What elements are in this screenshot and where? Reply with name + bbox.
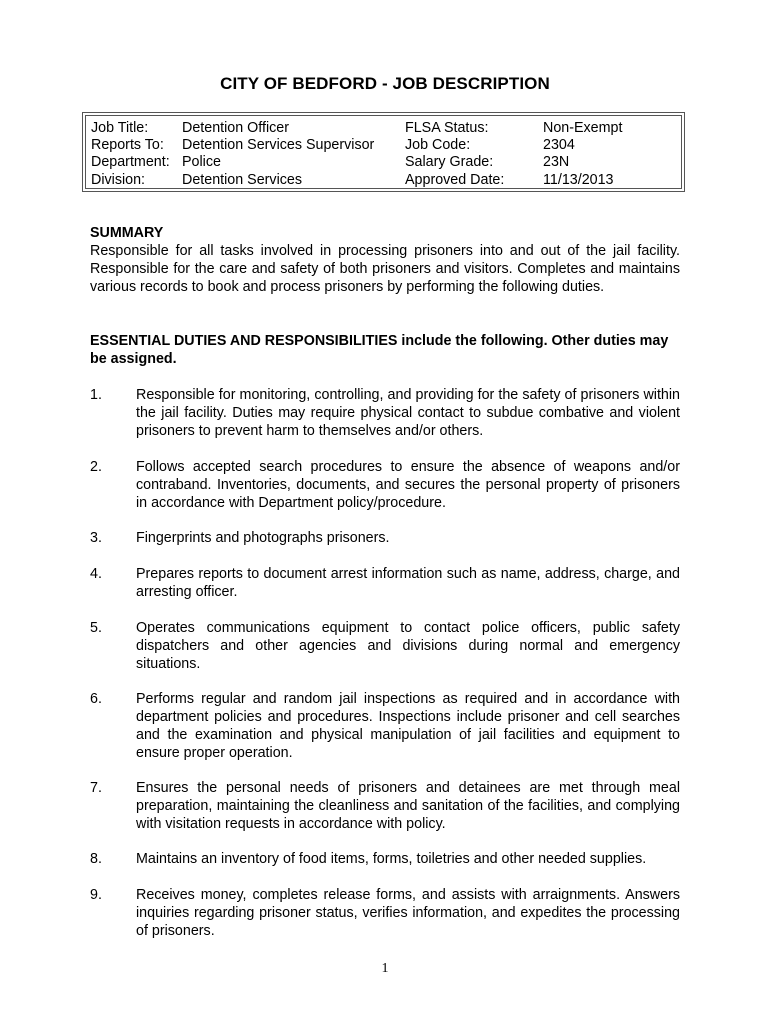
- duty-number: 7.: [90, 780, 102, 796]
- department-label: Department:: [91, 154, 170, 170]
- info-row-department: [86, 153, 681, 171]
- duties-heading: ESSENTIAL DUTIES AND RESPONSIBILITIES include the following. Other duties may be assigned.: [90, 333, 669, 367]
- duty-number: 1.: [90, 387, 102, 403]
- duty-number: 8.: [90, 851, 102, 867]
- duty-number: 2.: [90, 459, 102, 475]
- duty-text: Follows accepted search procedures to ensure the absence of weapons and/or contraband. Inventories, documents, and secures the personal property of prisoners in accordance with Department policy/procedure.: [136, 459, 680, 511]
- division-label: Division:: [91, 172, 146, 188]
- summary-heading: SUMMARY: [90, 225, 164, 241]
- duty-text: Responsible for monitoring, controlling, and providing for the safety of prisoners within the jail facility. Duties may require physical contact to subdue combative and violent prisoners to prevent harm to themselves and/or others.: [136, 387, 680, 439]
- duty-text: Operates communications equipment to contact police officers, public safety dispatchers and other agencies and divisions during normal and emergency situations.: [136, 620, 680, 672]
- job-info-inner: [85, 115, 682, 189]
- job-code-value: 2304: [543, 137, 575, 153]
- info-row-reports-to: [86, 136, 681, 154]
- flsa-status-label: FLSA Status:: [405, 120, 489, 136]
- duty-number: 6.: [90, 691, 102, 707]
- job-title-label: Job Title:: [91, 120, 149, 136]
- duty-number: 5.: [90, 620, 102, 636]
- document-title: CITY OF BEDFORD - JOB DESCRIPTION: [220, 74, 550, 93]
- duty-text: Fingerprints and photographs prisoners.: [136, 530, 390, 546]
- approved-date-value: 11/13/2013: [543, 172, 614, 188]
- job-info-box: [82, 112, 685, 192]
- duty-text: Receives money, completes release forms, and assists with arraignments. Answers inquiries regarding prisoner status, verifies information, and expedites the processing of prisoners.: [136, 887, 680, 939]
- flsa-status-value: Non-Exempt: [543, 120, 623, 136]
- department-value: Police: [182, 154, 221, 170]
- duty-text: Ensures the personal needs of prisoners and detainees are met through meal preparation, maintaining the cleanliness and sanitation of the facilities, and complying with visitation requests in accordance with policy.: [136, 780, 680, 832]
- info-row-job-title: [86, 119, 681, 137]
- duty-number: 4.: [90, 566, 102, 582]
- duty-text: Maintains an inventory of food items, forms, toiletries and other needed supplies.: [136, 851, 647, 867]
- reports-to-label: Reports To:: [91, 137, 164, 153]
- summary-paragraph: Responsible for all tasks involved in processing prisoners into and out of the jail facility. Responsible for the care and safety of both prisoners and visitors. Completes and maintains various records to book and process prisoners by performing the following duties.: [90, 243, 680, 295]
- duty-text: Prepares reports to document arrest information such as name, address, charge, and arresting officer.: [136, 566, 680, 600]
- job-title-value: Detention Officer: [182, 120, 290, 136]
- duty-number: 3.: [90, 530, 102, 546]
- info-row-division: [86, 171, 681, 189]
- salary-grade-label: Salary Grade:: [405, 154, 494, 170]
- approved-date-label: Approved Date:: [405, 172, 505, 188]
- duty-number: 9.: [90, 887, 102, 903]
- job-code-label: Job Code:: [405, 137, 471, 153]
- duty-text: Performs regular and random jail inspections as required and in accordance with department policies and procedures. Inspections include prisoner and cell searches and the examination and physical manipulation of jail facilities and equipment to ensure proper operation.: [136, 691, 680, 761]
- salary-grade-value: 23N: [543, 154, 570, 170]
- reports-to-value: Detention Services Supervisor: [182, 137, 375, 153]
- division-value: Detention Services: [182, 172, 302, 188]
- page-number: 1: [381, 961, 389, 976]
